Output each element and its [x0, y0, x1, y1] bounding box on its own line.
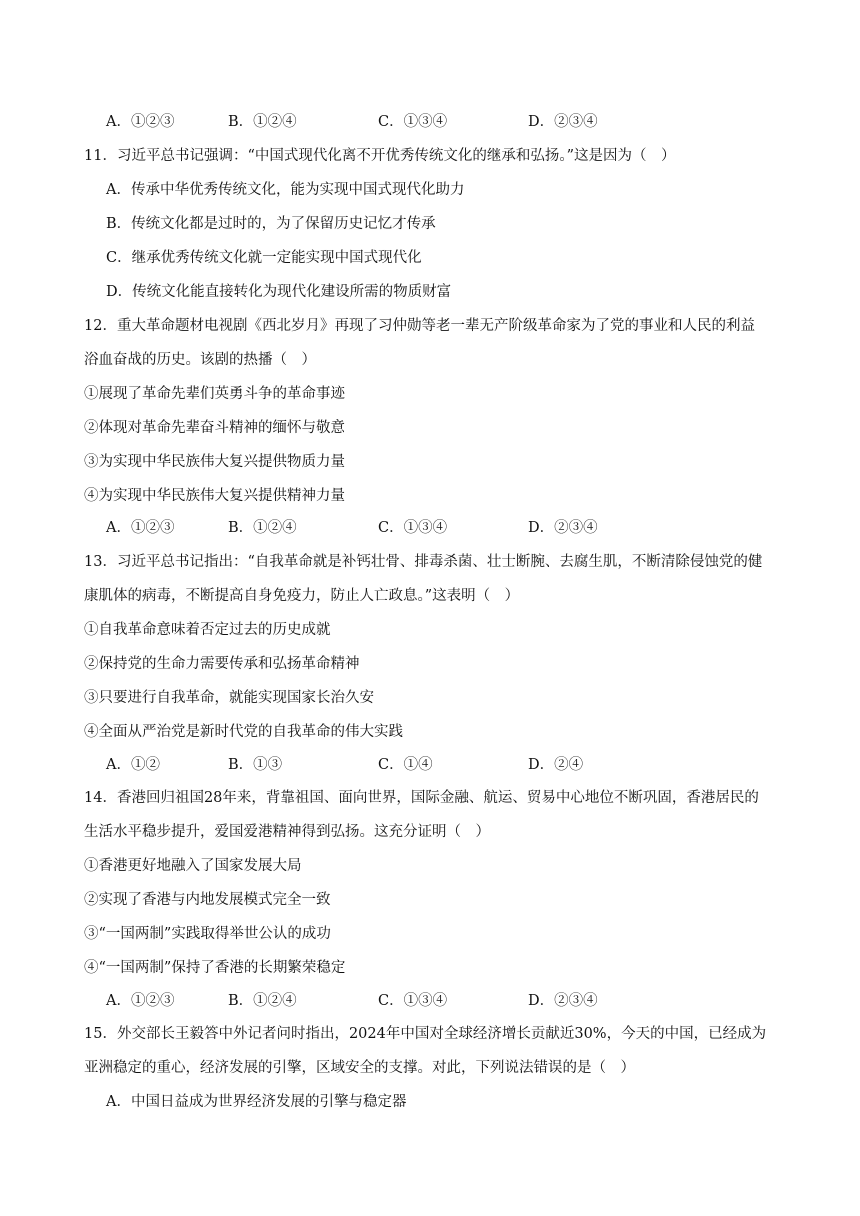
- q11-stem: 11．习近平总书记强调：“中国式现代化离不开优秀传统文化的继承和弘扬。”这是因为（ ）: [84, 148, 676, 164]
- q12-statement-3: ③为实现中华民族伟大复兴提供物质力量: [84, 454, 345, 470]
- q14-stem-line2: 生活水平稳步提升，爱国爱港精神得到弘扬。这充分证明（ ）: [84, 824, 490, 840]
- q12-option-c: C．①③④: [378, 520, 448, 536]
- q14-statement-1: ①香港更好地融入了国家发展大局: [84, 858, 302, 874]
- q13-stem-line2: 康肌体的病毒，不断提高自身免疫力，防止人亡政息。”这表明（ ）: [84, 588, 520, 604]
- q14-option-a: A．①②③: [106, 993, 175, 1009]
- q13-statement-3: ③只要进行自我革命，就能实现国家长治久安: [84, 690, 374, 706]
- q12-option-b: B．①②④: [228, 520, 297, 536]
- q13-statement-2: ②保持党的生命力需要传承和弘扬革命精神: [84, 656, 360, 672]
- q12-statement-1: ①展现了革命先辈们英勇斗争的革命事迹: [84, 386, 345, 402]
- q13-statement-1: ①自我革命意味着否定过去的历史成就: [84, 622, 331, 638]
- q13-option-c: C．①④: [378, 757, 433, 773]
- q12-option-a: A．①②③: [106, 520, 175, 536]
- q14-option-c: C．①③④: [378, 993, 448, 1009]
- q14-statement-2: ②实现了香港与内地发展模式完全一致: [84, 892, 331, 908]
- q12-statement-2: ②体现对革命先辈奋斗精神的缅怀与敬意: [84, 420, 345, 436]
- q13-option-d: D．②④: [528, 757, 584, 773]
- q14-option-b: B．①②④: [228, 993, 297, 1009]
- q15-stem-line1: 15．外交部长王毅答中外记者问时指出，2024年中国对全球经济增长贡献近30%，今天的中国，已经成为: [84, 1026, 767, 1042]
- q14-statement-4: ④“一国两制”保持了香港的长期繁荣稳定: [84, 960, 346, 976]
- q14-stem-line1: 14．香港回归祖国28年来，背靠祖国、面向世界，国际金融、航运、贸易中心地位不断巩固，香港居民的: [84, 790, 759, 806]
- q13-option-b: B．①③: [228, 757, 283, 773]
- q13-statement-4: ④全面从严治党是新时代党的自我革命的伟大实践: [84, 724, 403, 740]
- q11-choice-c: C．继承优秀传统文化就一定能实现中国式现代化: [106, 250, 422, 266]
- q15-choice-a: A．中国日益成为世界经济发展的引擎与稳定器: [106, 1094, 407, 1110]
- q12-stem-line2: 浴血奋战的历史。该剧的热播（ ）: [84, 352, 316, 368]
- q15-stem-line2: 亚洲稳定的重心，经济发展的引擎，区域安全的支撑。对此，下列说法错误的是（ ）: [84, 1060, 635, 1076]
- q10-option-c: C．①③④: [378, 114, 448, 130]
- q12-option-d: D．②③④: [528, 520, 598, 536]
- q11-choice-b: B．传统文化都是过时的，为了保留历史记忆才传承: [106, 216, 436, 232]
- q13-option-a: A．①②: [106, 757, 160, 773]
- q10-option-a: A．①②③: [106, 114, 175, 130]
- q14-option-d: D．②③④: [528, 993, 598, 1009]
- q12-stem-line1: 12．重大革命题材电视剧《西北岁月》再现了习仲勋等老一辈无产阶级革命家为了党的事业和人民的利益: [84, 318, 755, 334]
- q11-choice-a: A．传承中华优秀传统文化，能为实现中国式现代化助力: [106, 182, 465, 198]
- q14-statement-3: ③“一国两制”实践取得举世公认的成功: [84, 926, 331, 942]
- q10-option-d: D．②③④: [528, 114, 598, 130]
- q10-option-b: B．①②④: [228, 114, 297, 130]
- q11-choice-d: D．传统文化能直接转化为现代化建设所需的物质财富: [106, 284, 452, 300]
- q13-stem-line1: 13．习近平总书记指出：“自我革命就是补钙壮骨、排毒杀菌、壮士断腕、去腐生肌，不断清除侵蚀党的健: [84, 554, 763, 570]
- q12-statement-4: ④为实现中华民族伟大复兴提供精神力量: [84, 488, 345, 504]
